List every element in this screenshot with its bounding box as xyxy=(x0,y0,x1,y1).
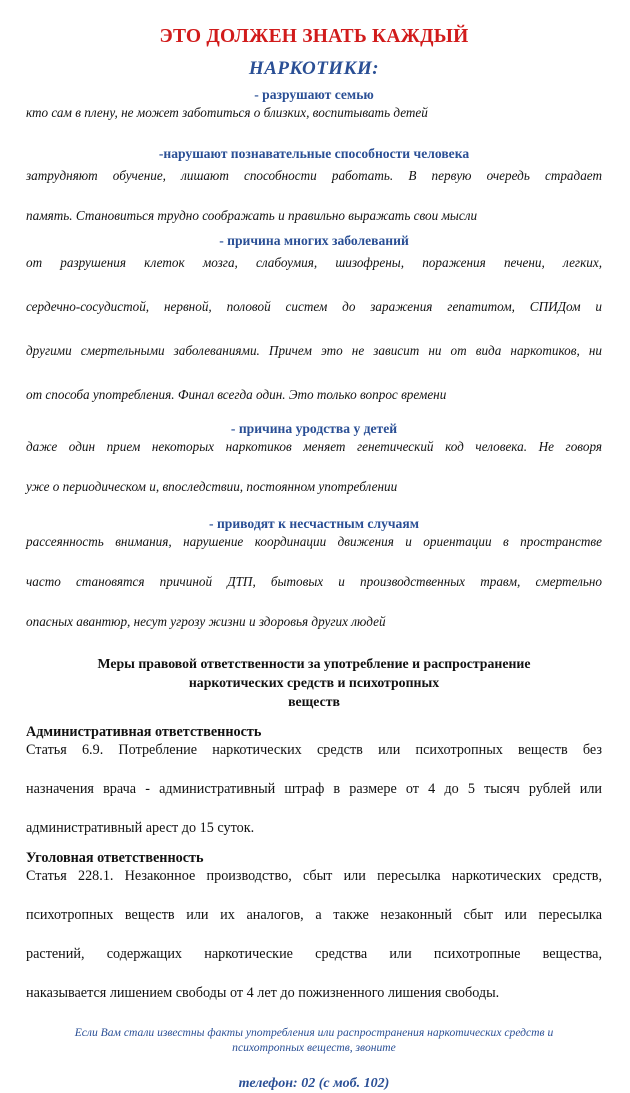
section-text-line: другими смертельными заболеваниями. Причем это не зависит ни от вида наркотиков, ни xyxy=(26,343,602,358)
section-text-line: память. Становиться трудно соображать и правильно выражать свои мысли xyxy=(26,208,478,223)
section-text-line: часто становятся причиной ДТП, бытовых и производственных травм, смертельно xyxy=(26,574,602,589)
section-heading: - приводят к несчастным случаям xyxy=(209,516,419,531)
law-text-line: растений, содержащих наркотические средства или психотропные вещества, xyxy=(26,945,602,962)
footer-note xyxy=(26,1025,602,1055)
section-text-line: рассеянность внимания, нарушение координации движения и ориентации в пространстве xyxy=(26,534,602,549)
measures-heading-line: наркотических средств и психотропных xyxy=(188,675,440,690)
law-criminal xyxy=(26,849,602,1004)
section-text-line: от разрушения клеток мозга, слабоумия, шизофрены, поражения печени, легких, xyxy=(26,255,602,270)
measures-heading-line: Меры правовой ответственности за употребление и распространение xyxy=(97,656,531,671)
section-heading: -нарушают познавательные способности человека xyxy=(158,146,470,161)
law-text-line: Статья 228.1. Незаконное производство, сбыт или пересылка наркотических средств, xyxy=(26,867,602,884)
section-heading: - разрушают семью xyxy=(254,87,374,102)
law-administrative xyxy=(26,723,602,839)
section-text-line: опасных авантюр, несут угрозу жизни и здоровья других людей xyxy=(26,614,386,629)
section-text-line: уже о периодическом и, впоследствии, постоянном употреблении xyxy=(26,479,398,494)
section-text-line: от способа употребления. Финал всегда один. Это только вопрос времени xyxy=(26,387,447,402)
footer-note-line: Если Вам стали известны факты употребления или распространения наркотических средств и xyxy=(74,1026,554,1039)
law-text-line: наказывается лишением свободы от 4 лет до пожизненного лишения свободы. xyxy=(26,984,500,1001)
section-text-line: сердечно-сосудистой, нервной, половой систем до заражения гепатитом, СПИДом и xyxy=(26,299,602,314)
section-diseases xyxy=(26,232,602,406)
section-text-line: кто сам в плену, не может заботиться о близких, воспитывать детей xyxy=(26,105,428,120)
footer-note-line: психотропных веществ, звоните xyxy=(232,1041,396,1054)
measures-heading xyxy=(26,654,602,711)
measures-heading-line: веществ xyxy=(288,694,340,709)
section-heading: - причина многих заболеваний xyxy=(219,233,409,248)
law-text-line: Статья 6.9. Потребление наркотических средств или психотропных веществ без xyxy=(26,742,602,758)
section-accidents xyxy=(26,515,602,632)
law-title: Административная ответственность xyxy=(26,724,262,740)
law-title: Уголовная ответственность xyxy=(26,849,204,866)
section-family xyxy=(26,86,602,123)
section-heading: - причина уродства у детей xyxy=(230,421,398,436)
phone-number: телефон: 02 (с моб. 102) xyxy=(238,1076,390,1091)
page-title: ЭТО ДОЛЖЕН ЗНАТЬ КАЖДЫЙ xyxy=(159,26,469,47)
section-text-line: даже один прием некоторых наркотиков меняет генетический код человека. Не говоря xyxy=(26,439,602,454)
section-deformity xyxy=(26,420,602,497)
section-cognition xyxy=(26,145,602,226)
law-text-line: административный арест до 15 суток. xyxy=(26,820,255,836)
page-subtitle: НАРКОТИКИ: xyxy=(248,58,380,79)
law-text-line: психотропных веществ или их аналогов, а также незаконный сбыт или пересылка xyxy=(26,906,602,923)
law-text-line: назначения врача - административный штраф в размере от 4 до 5 тысяч рублей или xyxy=(26,781,602,797)
section-text-line: затрудняют обучение, лишают способности работать. В первую очередь страдает xyxy=(26,168,602,183)
